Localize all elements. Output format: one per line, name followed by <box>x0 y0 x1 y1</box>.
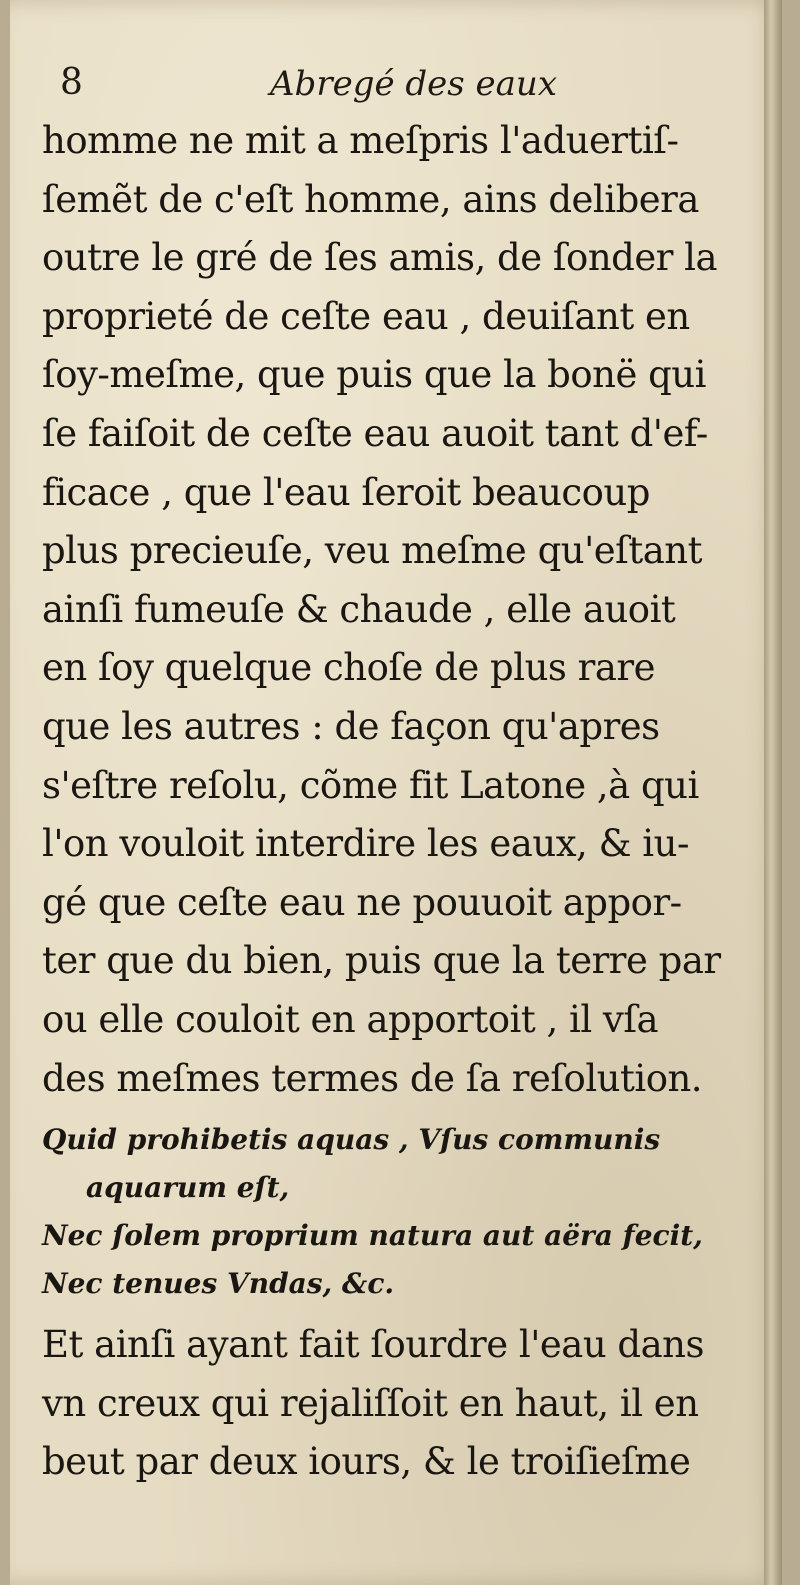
quote-line: aquarum eſt, <box>86 1171 290 1205</box>
quote-line: Nec ſolem proprium natura aut aëra fecit, <box>42 1219 703 1253</box>
text-line: ſe faiſoit de ceſte eau auoit tant d'ef- <box>42 411 708 455</box>
text-line: beut par deux iours, & le troiſieſme <box>42 1440 691 1484</box>
quote-line: Nec tenues Vndas, &c. <box>42 1267 395 1301</box>
text-line: plus precieuſe, veu meſme qu'eſtant <box>42 529 702 573</box>
page-header <box>60 62 760 112</box>
text-line: en ſoy quelque choſe de plus rare <box>42 646 655 690</box>
book-page <box>10 0 782 1585</box>
text-line: ter que du bien, puis que la terre par <box>42 939 721 983</box>
text-line: gé que ceſte eau ne pouuoit appor- <box>42 880 682 924</box>
text-line: vn creux qui rejaliſſoit en haut, il en <box>42 1381 699 1425</box>
text-line: Et ainſi ayant fait ſourdre l'eau dans <box>42 1323 704 1367</box>
text-line: l'on vouloit interdire les eaux, & iu- <box>42 822 689 866</box>
page-number: 8 <box>60 62 83 103</box>
body-text <box>42 112 772 1492</box>
text-line: ainſi fumeuſe & chaude , elle auoit <box>42 587 676 631</box>
text-line: ficace , que l'eau ſeroit beaucoup <box>42 470 650 514</box>
quote-line: Quid prohibetis aquas , Vſus communis <box>42 1123 661 1157</box>
text-line: ou elle couloit en apportoit , il vſa <box>42 997 659 1041</box>
text-line: que les autres : de façon qu'apres <box>42 704 660 748</box>
text-line: ſemẽt de c'eſt homme, ains delibera <box>42 177 699 221</box>
text-line: des meſmes termes de ſa reſolution. <box>42 1056 703 1100</box>
text-line: proprieté de ceſte eau , deuiſant en <box>42 294 690 338</box>
text-line: homme ne mit a meſpris l'aduertiſ- <box>42 119 679 162</box>
running-title: Abregé des eaux <box>270 64 557 104</box>
text-line: outre le gré de ſes amis, de ſonder la <box>42 236 718 280</box>
text-line: s'eſtre reſolu, cõme fit Latone ,à qui <box>42 763 699 807</box>
text-line: ſoy-meſme, que puis que la bonë qui <box>42 353 706 397</box>
